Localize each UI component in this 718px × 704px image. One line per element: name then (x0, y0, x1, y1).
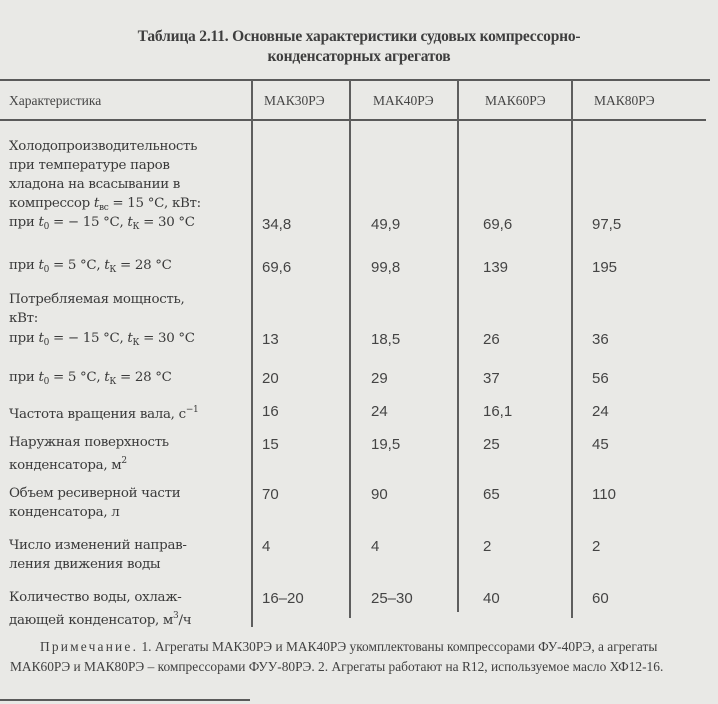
label-line: Потребляемая мощность, (9, 292, 185, 307)
cell-mak60re: 26 (483, 331, 500, 348)
row-label: при $t_0 = 5$ °С, $t_К = 28$ °С (9, 370, 172, 387)
cell-mak80re: 60 (592, 590, 609, 607)
table-row-power-consumption-label (9, 290, 254, 328)
cell-mak30re: 70 (262, 486, 279, 503)
cell-mak30re: 4 (262, 538, 271, 555)
cell-mak40re: 99,8 (371, 259, 401, 276)
column-divider-3 (457, 80, 459, 612)
cell-mak40re: 49,9 (371, 216, 401, 233)
cell-mak80re: 195 (592, 259, 618, 276)
cell-mak40re: 90 (371, 486, 388, 503)
header-mak80re: МАК80РЭ (594, 93, 655, 108)
cell-mak40re: 29 (371, 370, 388, 387)
row-label: при $t_0 = 5$ °С, $t_К = 28$ °С (9, 258, 172, 275)
cell-mak30re: 16–20 (262, 590, 304, 607)
cell-mak30re: 34,8 (262, 216, 292, 233)
cell-mak30re: 15 (262, 436, 279, 453)
cell-mak60re: 65 (483, 486, 500, 503)
header-characteristic: Характеристика (9, 93, 102, 108)
row-label: Количество воды, охлаж- дающей конденсатор, $м^3/ч$ (9, 590, 192, 628)
column-divider-4 (571, 80, 573, 618)
cell-mak30re: 16 (262, 403, 279, 420)
cell-mak80re: 45 (592, 436, 609, 453)
cell-mak80re: 110 (592, 486, 616, 503)
row-label: Число изменений направ- ления движения воды (9, 538, 187, 572)
row-label: при $t_0$ = − 15 °С, $t_К = 30$ °С (9, 331, 195, 348)
label-line: при температуре паров (9, 158, 170, 173)
cell-mak30re: 69,6 (262, 259, 292, 276)
cell-mak60re: 2 (483, 538, 492, 555)
cell-mak40re: 19,5 (371, 436, 401, 453)
row-label: Объем ресиверной части конденсатора, л (9, 486, 181, 520)
table-title-line-1: Таблица 2.11. Основные характеристики судовых компрессорно- (137, 28, 581, 45)
header-mak40re: МАК40РЭ (373, 93, 434, 108)
cell-mak40re: 25–30 (371, 590, 413, 607)
column-divider-2 (349, 80, 351, 618)
table-top-rule (0, 79, 710, 81)
cell-mak60re: 16,1 (483, 403, 513, 420)
cell-mak30re: 20 (262, 370, 279, 387)
cell-mak80re: 56 (592, 370, 609, 387)
label-line: Холодопроизводительность (9, 139, 198, 154)
row-label: при $t_0$ = − 15 °С, $t_К = 30$ °С (9, 215, 195, 232)
cell-mak60re: 139 (483, 259, 509, 276)
header-mak60re: МАК60РЭ (485, 93, 546, 108)
cell-mak60re: 69,6 (483, 216, 513, 233)
cell-mak60re: 25 (483, 436, 500, 453)
table-row-cooling-capacity-label (9, 137, 254, 218)
table-title-line-2: конденсаторных агрегатов (267, 48, 451, 65)
note-text: 1. Агрегаты МАК30РЭ и МАК40РЭ укомплектованы компрессорами ФУ-40РЭ, а агрегаты МАК60РЭ и МАК80РЭ – компрессорами ФУУ-80РЭ. 2. Агрегаты работают на R12, используемое масло ХФ12-16. (10, 639, 664, 674)
cell-mak40re: 24 (371, 403, 388, 420)
table-note (10, 637, 716, 677)
cell-mak60re: 37 (483, 370, 500, 387)
header-mak30re: МАК30РЭ (264, 93, 325, 108)
label-line: кВт: (9, 311, 38, 326)
label-line: компрессор $t_{вс} = 15$ °С, кВт: (9, 196, 201, 213)
cell-mak40re: 4 (371, 538, 380, 555)
cell-mak80re: 36 (592, 331, 609, 348)
table-header-rule (0, 119, 706, 121)
bottom-rule (0, 699, 250, 701)
cell-mak80re: 24 (592, 403, 609, 420)
row-label: Наружная поверхность конденсатора, $м^2$ (9, 435, 169, 473)
cell-mak30re: 13 (262, 331, 279, 348)
label-line: хладона на всасывании в (9, 177, 181, 192)
cell-mak40re: 18,5 (371, 331, 401, 348)
cell-mak60re: 40 (483, 590, 500, 607)
row-label: Частота вращения вала, $с^{-1}$ (9, 405, 199, 422)
cell-mak80re: 97,5 (592, 216, 622, 233)
cell-mak80re: 2 (592, 538, 601, 555)
note-label: Примечание. (40, 639, 139, 654)
